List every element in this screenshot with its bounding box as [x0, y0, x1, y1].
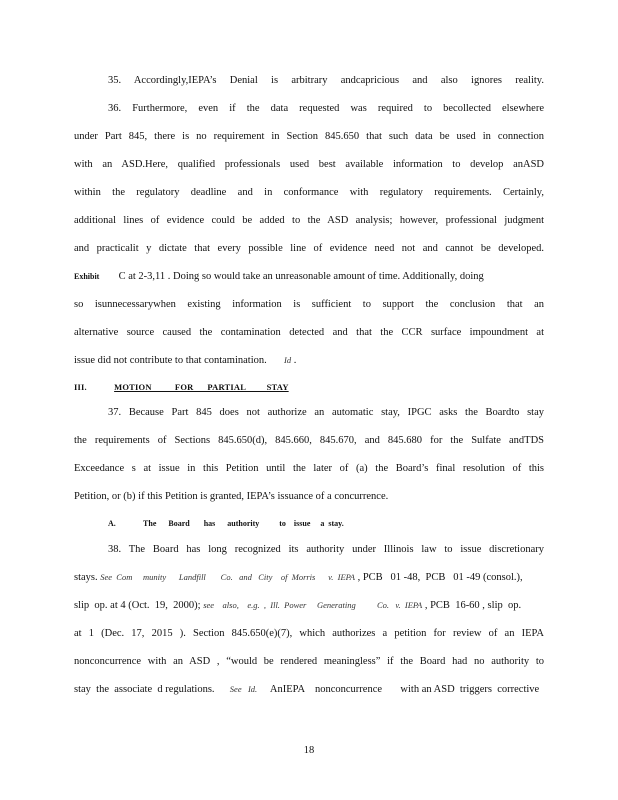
paragraph-36-line-6: and practicalit y dictate that every possible line of evidence need not and cannot be developed. [74, 243, 544, 254]
associated-regs-text: stay the associate d regulations. [74, 684, 215, 695]
paragraph-36-line-3: with an ASD.Here, qualified professionals used best available information to develop anASD [74, 159, 544, 170]
page-number: 18 [303, 745, 315, 756]
subheading [108, 517, 408, 530]
paragraph-36-line-10: issue did not contribute to that contamination. Id . [74, 355, 297, 366]
case-cite-numbers-2: , PCB 16-60 , slip op. [424, 600, 522, 611]
paragraph-36-line-9: alternative source caused the contamination detected and that the CCR surface impoundment at [74, 327, 544, 338]
paragraph-36-last-text: issue did not contribute to that contamination. [74, 355, 267, 366]
paragraph-36-line-1: 36. Furthermore, even if the data requested was required to becollected elsewhere [108, 103, 544, 114]
section-number: III. [74, 382, 87, 392]
paragraph-36-line-2: under Part 845, there is no requirement in Section 845.650 that such data be used in connection [74, 131, 544, 142]
section-title: MOTION FOR PARTIAL STAY [114, 382, 289, 392]
exhibit-label: Exhibit [74, 272, 100, 281]
paragraph-38-line-1: 38. The Board has long recognized its authority under Illinois law to issue discretionary [108, 544, 544, 555]
id-cite: Id [284, 355, 292, 365]
paragraph-35: 35. Accordingly,IEPA’s Denial is arbitrary andcapricious and also ignores reality. [108, 75, 544, 86]
paragraph-38-line-6 [74, 683, 544, 696]
stays-text: stays. [74, 572, 98, 583]
paragraph-38-line-4: at 1 (Dec. 17, 2015 ). Section 845.650(e)(7), which authorizes a petition for review of an IEPA [74, 628, 544, 639]
paragraph-37-line-2: the requirements of Sections 845.650(d), 845.660, 845.670, and 845.680 for the Sulfate andTDS [74, 435, 544, 446]
slip-op-text: slip op. at 4 (Oct. 19, 2000); [74, 600, 201, 611]
paragraph-36-line-8: so isunnecessarywhen existing information is sufficient to support the conclusion that an [74, 299, 544, 310]
paragraph-36-line-7 [74, 270, 544, 283]
paragraph-37-line-1: 37. Because Part 845 does not authorize an automatic stay, IPGC asks the Boardto stay [108, 407, 544, 418]
subheading-text: The Board has authority to issue a stay. [143, 519, 344, 528]
paragraph-38-line-2 [74, 571, 544, 584]
paragraph-36-line-4: within the regulatory deadline and in conformance with regulatory requirements. Certainly, [74, 187, 544, 198]
see-id-cite: See Id. [229, 684, 258, 694]
section-heading [74, 381, 289, 394]
case-cite-numbers: , PCB 01 -48, PCB 01 -49 (consol.), [357, 572, 523, 583]
case-cite-illinois-power: see also, e.g. , Ill. Power Generating Co. v. IEPA [203, 600, 423, 610]
paragraph-37-line-4: Petition, or (b) if this Petition is granted, IEPA’s issuance of a concurrence. [74, 491, 389, 502]
subheading-letter: A. [108, 519, 116, 528]
paragraph-36-line-5: additional lines of evidence could be added to the ASD analysis; however, professional judgment [74, 215, 544, 226]
paragraph-38-line-3 [74, 599, 544, 612]
case-cite-community-landfill: See Com munity Landfill Co. and City of Morris v. IEPA [100, 572, 355, 582]
paragraph-37-line-3: Exceedance s at issue in this Petition until the later of (a) the Board’s final resolution of this [74, 463, 544, 474]
paragraph-38-line-5: nonconcurrence with an ASD , “would be rendered meaningless” if the Board had no authority to [74, 656, 544, 667]
nonconcurrence-text: AnIEPA nonconcurrence with an ASD triggers corrective [269, 684, 540, 695]
exhibit-cite-text: C at 2-3,11 . Doing so would take an unreasonable amount of time. Additionally, doing [118, 271, 484, 282]
